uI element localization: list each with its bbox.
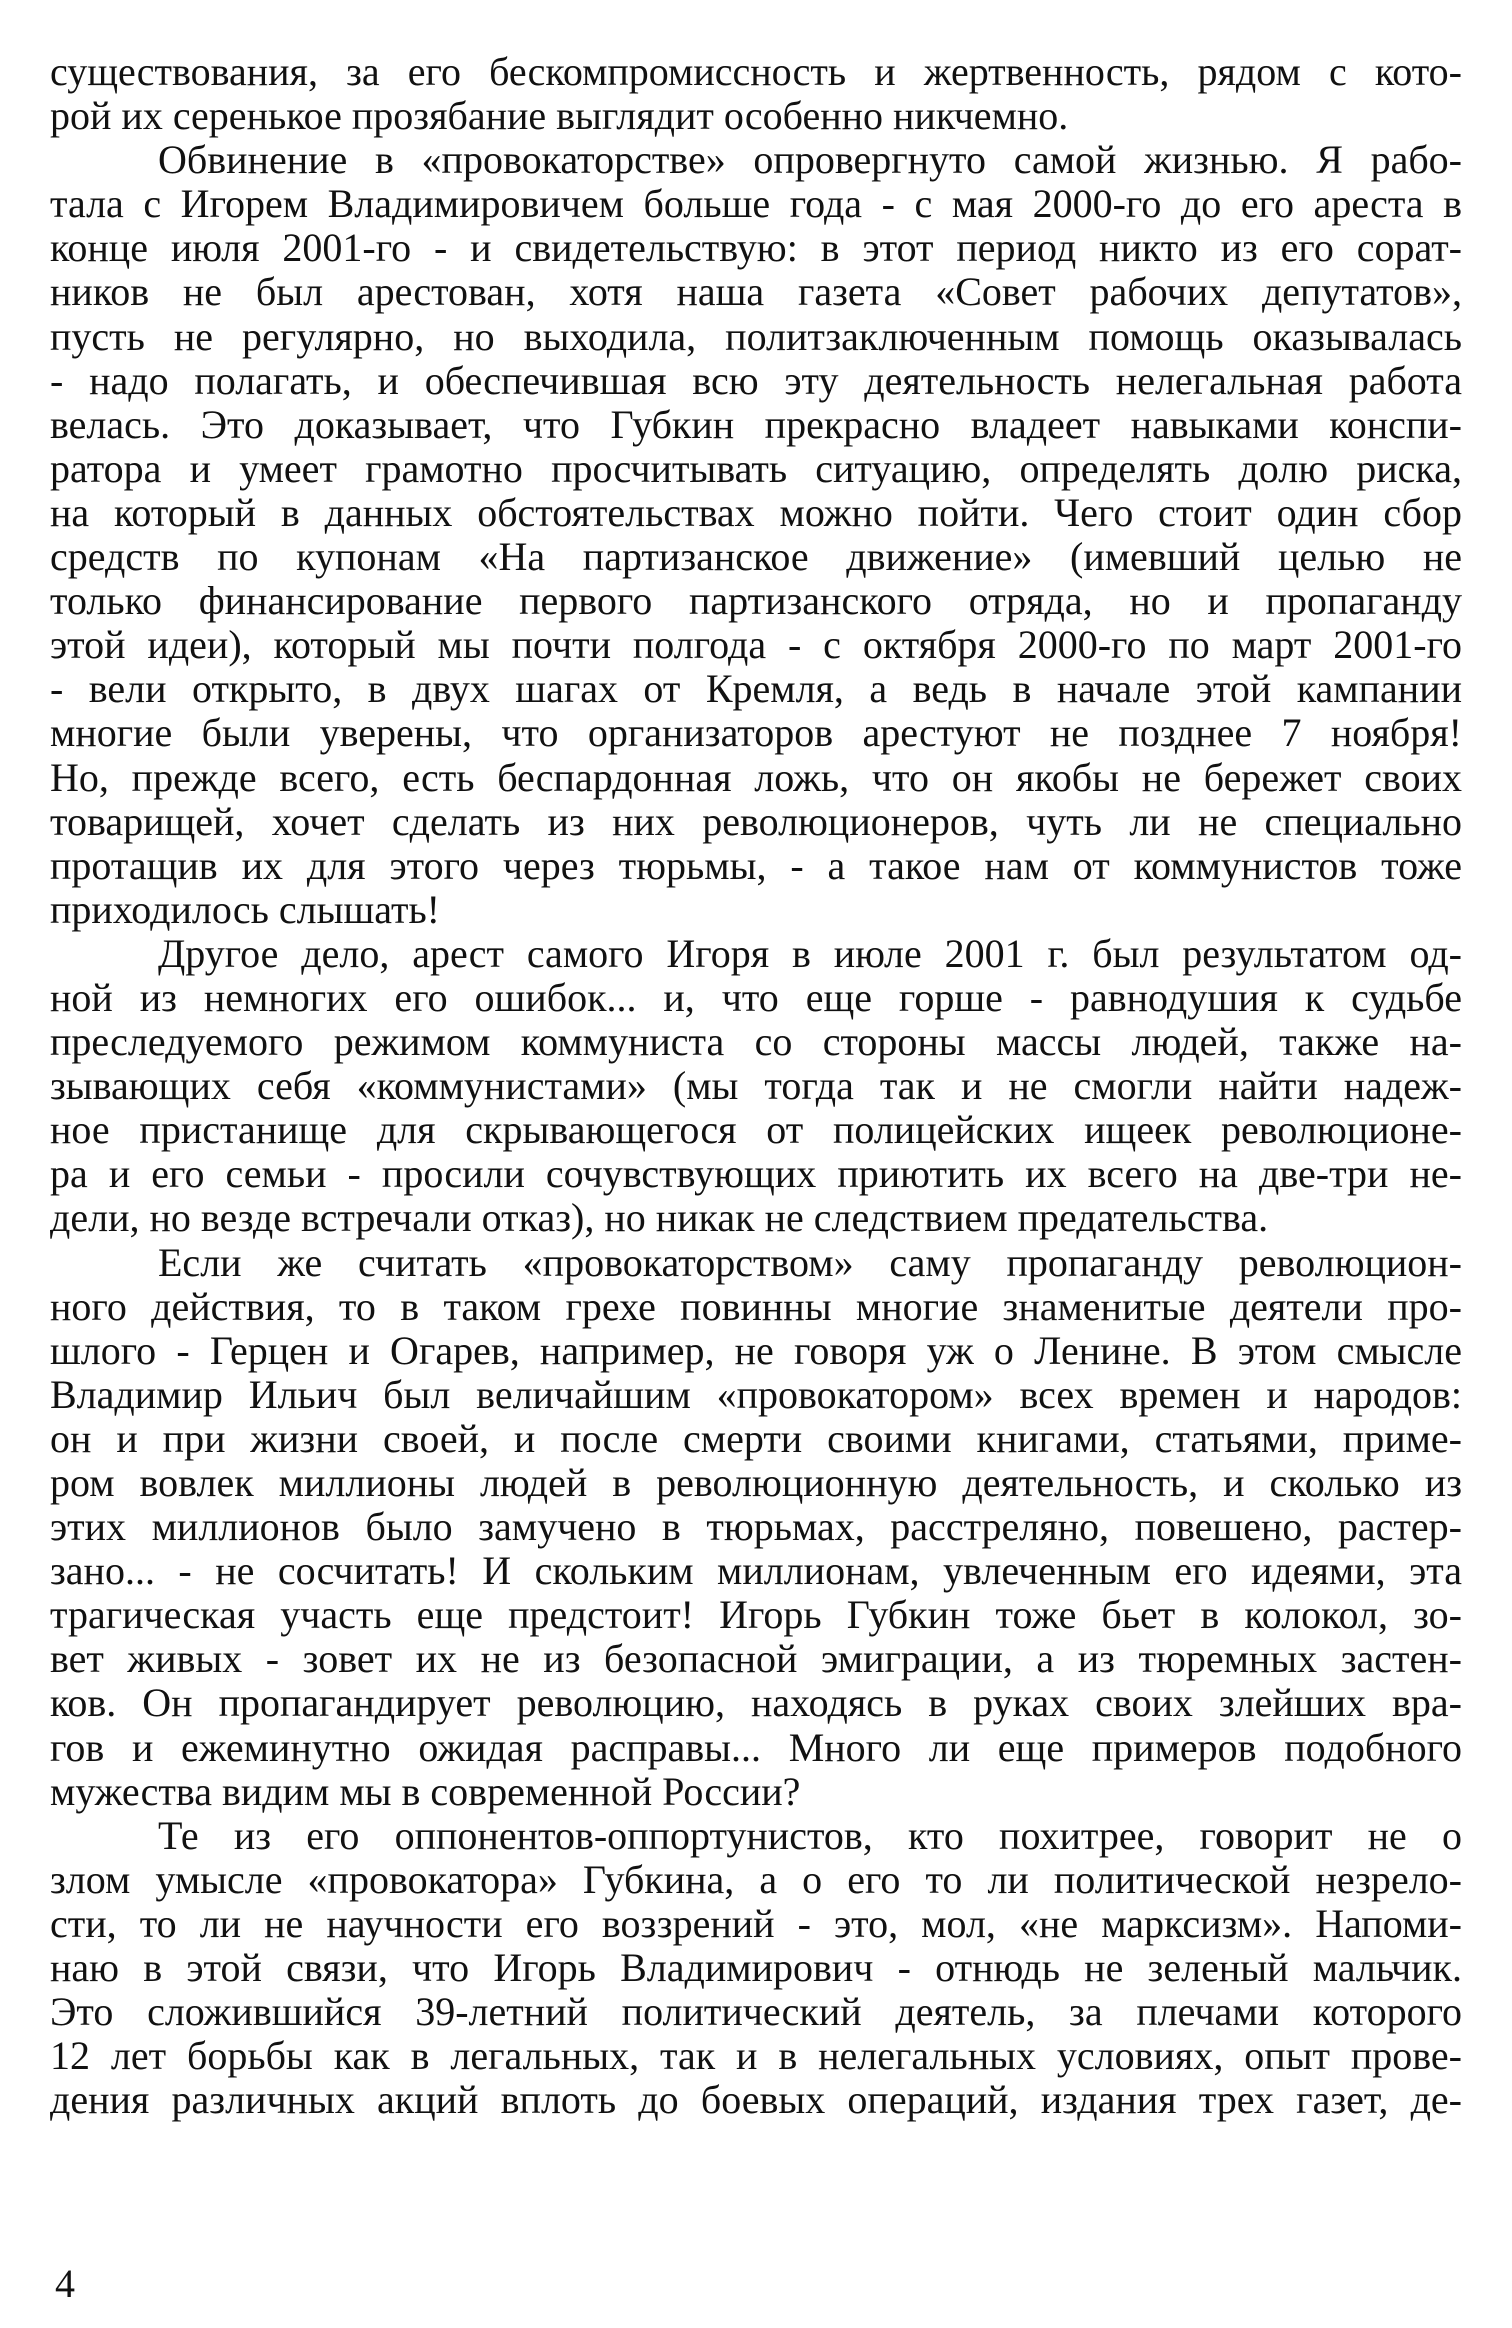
text-line: только финансирование первого партизанского отряда, но и пропаганду [50,579,1462,624]
text-line: Другое дело, арест самого Игоря в июле 2001 г. был результатом од- [158,931,1462,976]
text-line: - надо полагать, и обеспечившая всю эту деятельность нелегальная работа [50,358,1462,403]
text-line: существования, за его бескомпромиссность и жертвенность, рядом с кото- [50,50,1462,94]
text-line: конце июля 2001-го - и свидетельствую: в этот период никто из его сорат- [50,226,1462,271]
text-line: дели, но везде встречали отказ), но никак не следствием предательства. [50,1196,1269,1241]
text-line: шлого - Герцен и Огарев, например, не говоря уж о Ленине. В этом смысле [50,1328,1462,1373]
text-line: этой идеи), который мы почти полгода - с октября 2000-го по март 2001-го [50,623,1462,668]
text-line: - вели открыто, в двух шагах от Кремля, а ведь в начале этой кампании [50,667,1462,712]
text-line: трагическая участь еще предстоит! Игорь Губкин тоже бьет в колокол, зо- [50,1593,1462,1638]
text-line: Если же считать «провокаторством» саму пропаганду революцион- [158,1240,1462,1285]
text-line: ра и его семьи - просили сочувствующих приютить их всего на две-три не- [50,1152,1462,1197]
text-line: сти, то ли не научности его воззрений - это, мол, «не марксизм». Напоми- [50,1901,1462,1946]
text-line: преследуемого режимом коммуниста со стороны массы людей, также на- [50,1020,1462,1065]
text-line: ного действия, то в таком грехе повинны многие знаменитые деятели про- [50,1284,1462,1329]
text-line: Но, прежде всего, есть беспардонная ложь, что он якобы не бережет своих [50,755,1462,800]
text-line: ной из немногих его ошибок... и, что еще горше - равнодушия к судьбе [50,975,1462,1020]
text-line: Владимир Ильич был величайшим «провокатором» всех времен и народов: [50,1372,1462,1417]
text-line: ников не был арестован, хотя наша газета «Совет рабочих депутатов», [50,270,1462,315]
text-line: наю в этой связи, что Игорь Владимирович - отнюдь не зеленый мальчик. [50,1946,1462,1991]
text-line: тала с Игорем Владимировичем больше года - с мая 2000-го до его ареста в [50,182,1462,227]
text-line: мужества видим мы в современной России? [50,1769,801,1814]
text-line: ков. Он пропагандирует революцию, находясь в руках своих злейших вра- [50,1681,1462,1726]
text-line: Это сложившийся 39-летний политический деятель, за плечами которого [50,1990,1462,2035]
text-line: дения различных акций вплоть до боевых операций, издания трех газет, де- [50,2078,1462,2123]
text-line: средств по купонам «На партизанское движение» (имевший целью не [50,535,1462,580]
text-line: этих миллионов было замучено в тюрьмах, расстреляно, повешено, растер- [50,1505,1462,1550]
text-line: ное пристанище для скрывающегося от полицейских ищеек революционе- [50,1108,1462,1153]
text-line: гов и ежеминутно ожидая расправы... Много ли еще примеров подобного [50,1725,1462,1770]
text-line: зывающих себя «коммунистами» (мы тогда так и не смогли найти надеж- [50,1064,1462,1109]
text-line: он и при жизни своей, и после смерти своими книгами, статьями, приме- [50,1416,1462,1461]
text-line: приходилось слышать! [50,887,440,932]
text-line: зано... - не сосчитать! И скольким миллионам, увлеченным его идеями, эта [50,1549,1462,1594]
body-text [50,50,1462,2122]
text-line: товарищей, хочет сделать из них революционеров, чуть ли не специально [50,799,1462,844]
text-line: Обвинение в «провокаторстве» опровергнуто самой жизнью. Я рабо- [158,138,1462,183]
text-line: вет живых - зовет их не из безопасной эмиграции, а из тюремных застен- [50,1637,1462,1682]
text-line: пусть не регулярно, но выходила, политзаключенным помощь оказывалась [50,314,1462,359]
page-number: 4 [55,2261,75,2306]
text-line: 12 лет борьбы как в легальных, так и в нелегальных условиях, опыт прове- [50,2034,1462,2079]
text-line: Те из его оппонентов-оппортунистов, кто похитрее, говорит не о [158,1813,1462,1858]
text-line: на который в данных обстоятельствах можно пойти. Чего стоит один сбор [50,490,1462,535]
text-line: велась. Это доказывает, что Губкин прекрасно владеет навыками конспи- [50,402,1462,447]
text-line: злом умысле «провокатора» Губкина, а о его то ли политической незрело- [50,1857,1462,1902]
text-line: ратора и умеет грамотно просчитывать ситуацию, определять долю риска, [50,446,1462,491]
text-line: протащив их для этого через тюрьмы, - а такое нам от коммунистов тоже [50,843,1462,888]
text-line: рой их серенькое прозябание выглядит особенно никчемно. [50,94,1069,139]
text-line: многие были уверены, что организаторов арестуют не позднее 7 ноября! [50,711,1462,756]
text-line: ром вовлек миллионы людей в революционную деятельность, и сколько из [50,1461,1462,1505]
